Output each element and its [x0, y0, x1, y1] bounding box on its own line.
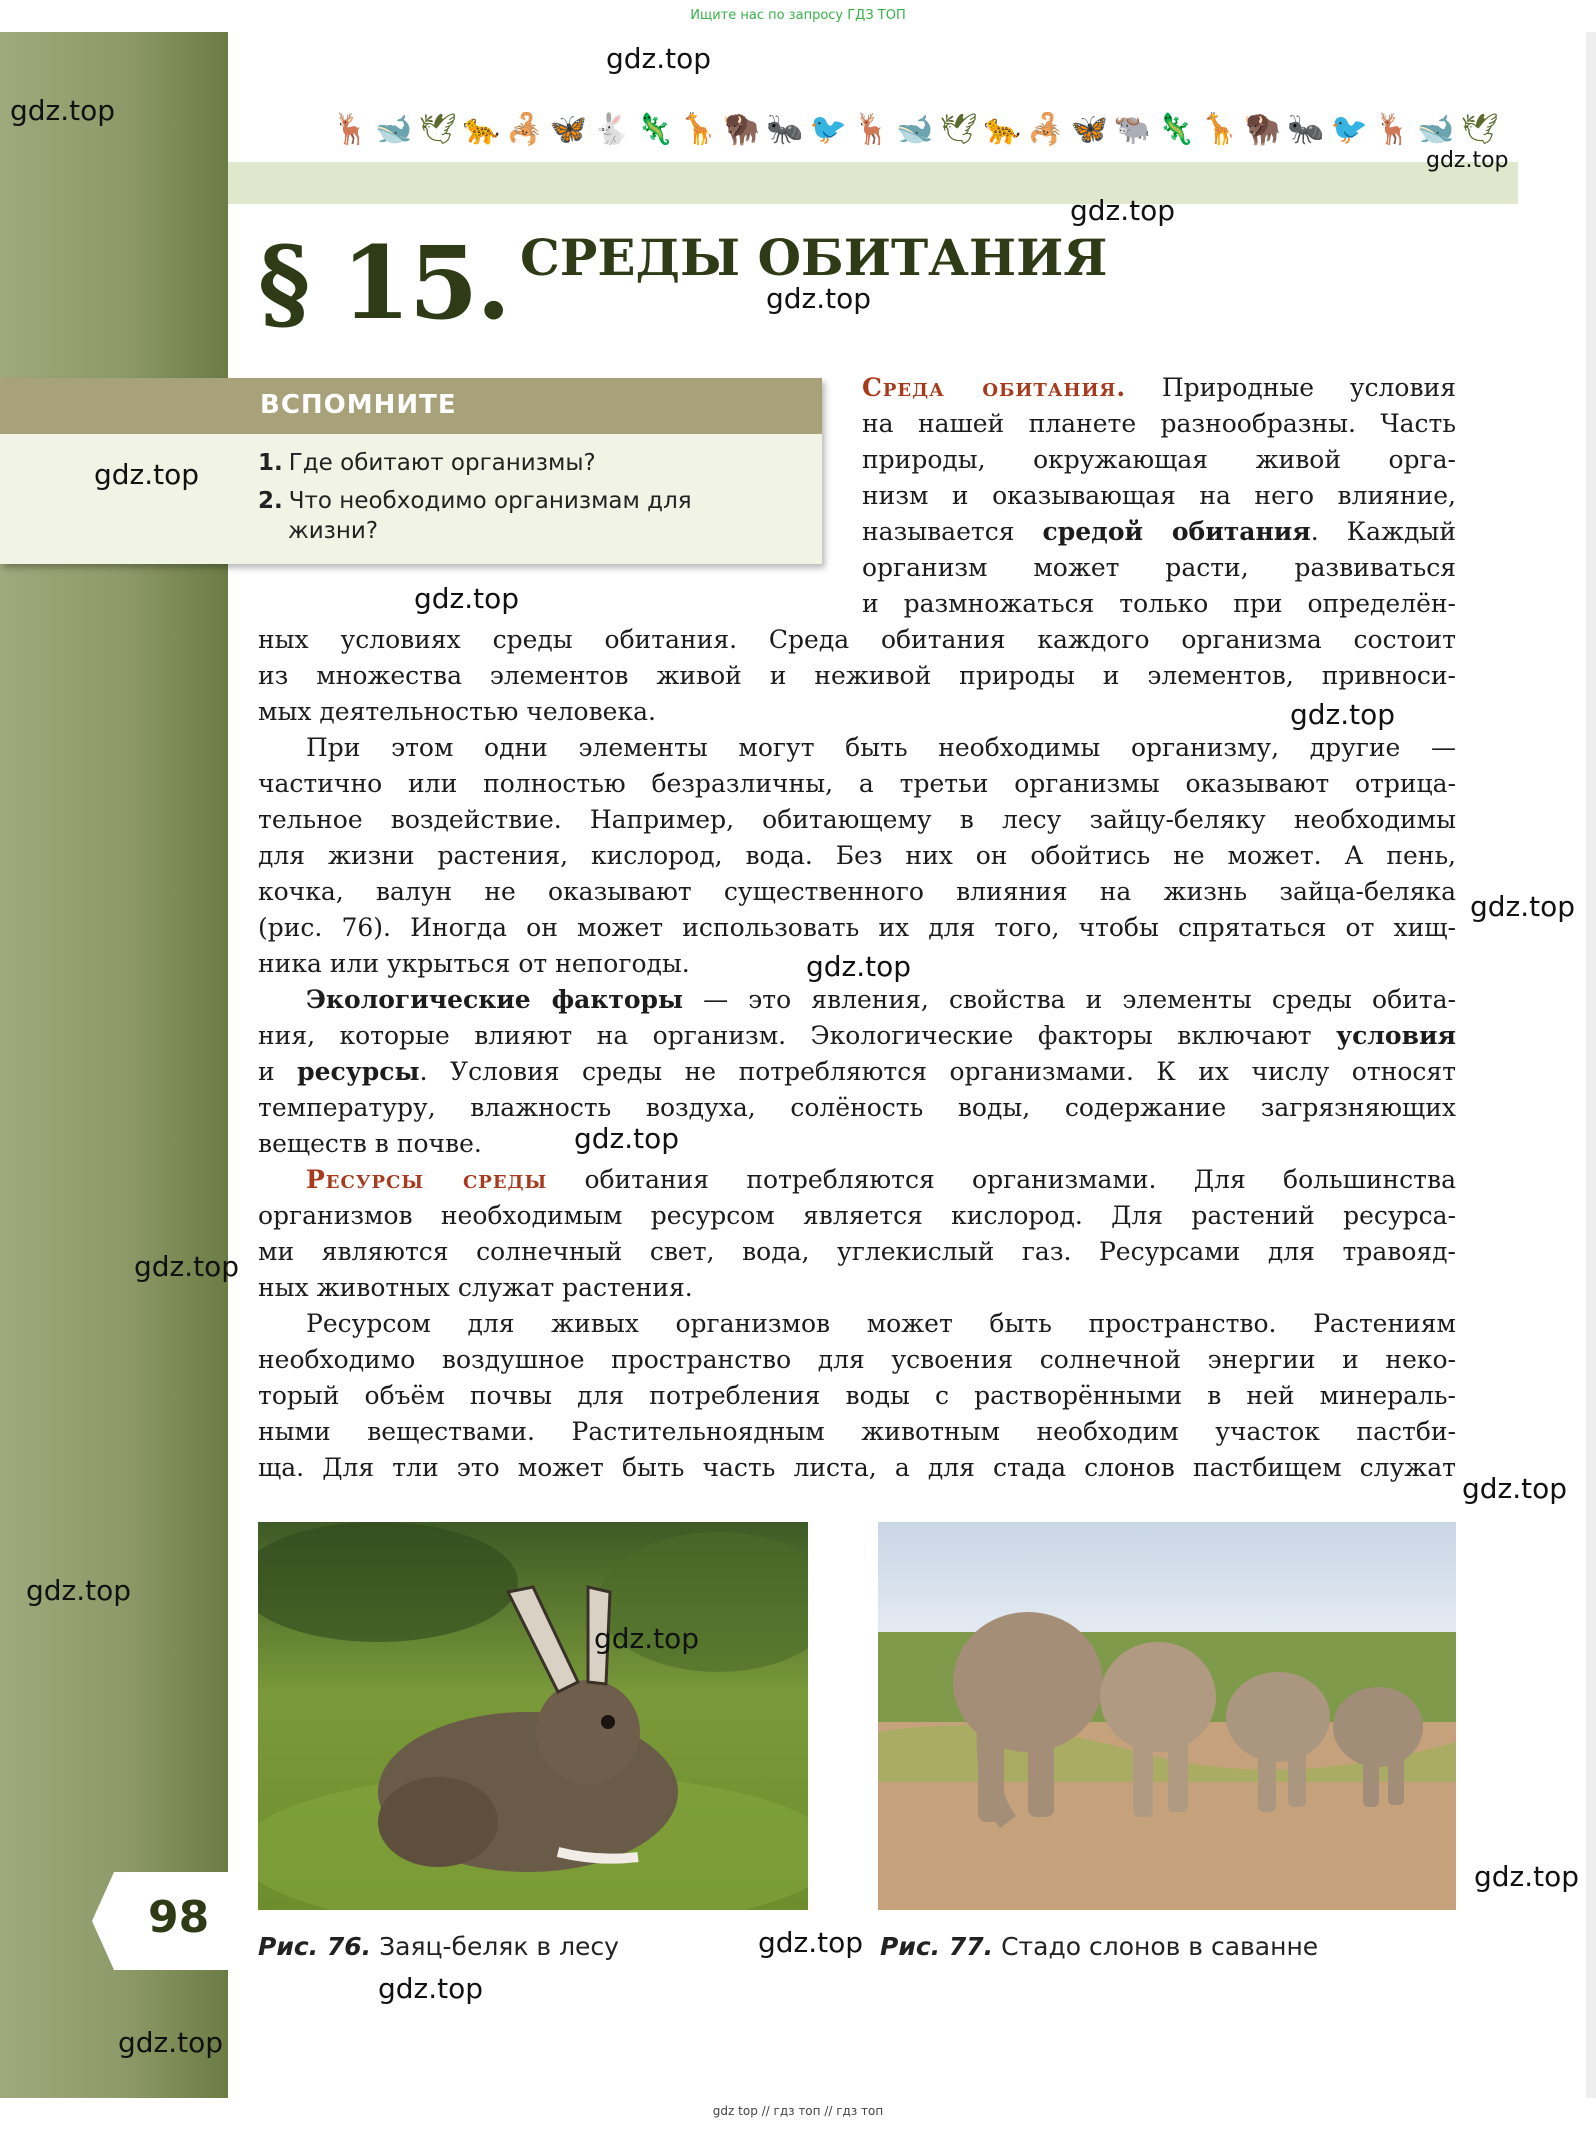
left-sidebar-band [0, 32, 228, 2098]
watermark: gdz.top [594, 1622, 700, 1655]
text-fragment: — это явления, свойства и элементы среды обита- [683, 985, 1456, 1014]
text-fragment: . Каждый [1310, 517, 1456, 546]
text-line: организмов необходимым ресурсом является кислород. Для растений ресурса- [258, 1201, 1456, 1230]
page-title: СРЕДЫ ОБИТАНИЯ [520, 228, 1108, 287]
text-line: частично или полностью безразличны, а третьи организмы оказывают отрица- [258, 769, 1456, 798]
text-line: ми являются солнечный свет, вода, углекислый газ. Ресурсами для травояд- [258, 1237, 1456, 1266]
watermark: gdz.top [134, 1250, 240, 1283]
watermark: gdz.top [574, 1122, 680, 1155]
subheading-habitat: Среда обитания. [862, 373, 1127, 402]
text-line: ника или укрыться от непогоды. [258, 949, 690, 978]
right-page-edge [1586, 32, 1596, 2098]
question-text-cont: жизни? [288, 518, 379, 544]
paragraph-1-narrow [862, 370, 1456, 622]
text-line: Ресурсом для живых организмов может быть пространство. Растениям [306, 1309, 1456, 1338]
watermark: gdz.top [118, 2026, 224, 2059]
top-notice[interactable]: Ищите нас по запросу ГДЗ ТОП [690, 8, 906, 23]
watermark: gdz.top [1462, 1472, 1568, 1505]
watermark: gdz.top [766, 282, 872, 315]
text-line: необходимо воздушное пространство для усвоения солнечной энергии и неко- [258, 1345, 1456, 1374]
watermark: gdz.top [26, 1574, 132, 1607]
watermark: gdz.top [1470, 890, 1576, 923]
text-line: природы, окружающая живой орга- [862, 445, 1456, 474]
text-line [258, 1054, 1456, 1090]
text-line: тельное воздействие. Например, обитающему в лесу зайцу-беляку необходимы [258, 805, 1456, 834]
text-line: кочка, валун не оказывают существенного влияния на жизнь зайца-беляка [258, 877, 1456, 906]
remember-title: ВСПОМНИТЕ [260, 390, 457, 420]
elephants-illustration [878, 1522, 1456, 1910]
text-fragment: и [258, 1057, 298, 1086]
page-number: 98 [148, 1892, 210, 1943]
text-line: ных условиях среды обитания. Среда обитания каждого организма состоит [258, 625, 1456, 654]
text-line: мых деятельностью человека. [258, 697, 656, 726]
watermark: gdz.top [1290, 698, 1396, 731]
watermark: gdz.top [1474, 1860, 1580, 1893]
text-line: из множества элементов живой и неживой природы и элементов, привноси- [258, 661, 1456, 690]
figure-76-hare-photo [258, 1522, 808, 1910]
term-conditions: условия [1336, 1021, 1456, 1050]
text-line: и размножаться только при определён- [862, 589, 1456, 618]
text-line: торый объём почвы для потребления воды с растворёнными в ней минераль- [258, 1381, 1456, 1410]
question-text: Где обитают организмы? [288, 450, 596, 476]
text-line: Природные условия [1161, 373, 1456, 402]
section-number: § 15. [258, 224, 510, 342]
text-line: организм может расти, развиваться [862, 553, 1456, 582]
text-fragment: ния, которые влияют на организм. Экологические факторы включают [258, 1021, 1337, 1050]
watermark: gdz.top [378, 1972, 484, 2005]
text-line: ных животных служат растения. [258, 1273, 693, 1302]
text-line: ными веществами. Растительноядным животным необходим участок пастби- [258, 1417, 1456, 1446]
header-green-band [228, 162, 1518, 204]
remember-header [0, 378, 822, 434]
main-text-column [258, 622, 1456, 1486]
text-line [258, 982, 1456, 1018]
hare-illustration [258, 1522, 808, 1910]
text-fragment: называется [862, 517, 1043, 546]
term-ecological-factors: Экологические факторы [306, 985, 684, 1014]
watermark: gdz.top [806, 950, 912, 983]
text-line: температуру, влажность воздуха, солёность воды, содержание загрязняющих [258, 1093, 1456, 1122]
text-line: (рис. 76). Иногда он может использовать их для того, чтобы спрятаться от хищ- [258, 913, 1456, 942]
watermark: gdz.top [758, 1926, 864, 1959]
text-line: низм и оказывающая на него влияние, [862, 481, 1456, 510]
watermark: gdz.top [10, 94, 116, 127]
text-fragment: . Условия среды не потребляются организмами. К их числу относят [419, 1057, 1456, 1086]
caption-text: Заяц-беляк в лесу [371, 1932, 619, 1961]
figure-77-elephants-photo [878, 1522, 1456, 1910]
remember-question-1 [258, 448, 596, 478]
text-line: ща. Для тли это может быть часть листа, а для стада слонов пастбищем служат [258, 1453, 1456, 1482]
text-line [862, 514, 1456, 550]
text-fragment: обитания потребляются организмами. Для большинства [547, 1165, 1456, 1194]
figure-label: Рис. 77. [880, 1932, 994, 1961]
footer-notice: gdz top // гдз топ // гдз топ [712, 2104, 884, 2118]
question-text: Что необходимо организмам для [288, 488, 692, 514]
watermark: gdz.top [94, 458, 200, 491]
animal-silhouette-strip: 🦌🐋🕊🐆🦂🦋🐇🦎🦒🦬🐜🐦🦌🐋🕊🐆🦂🦋🐃🦎🦒🦬🐜🐦🦌🐋🕊 [332, 112, 1505, 147]
text-line: на нашей планете разнообразны. Часть [862, 409, 1456, 438]
figure-label: Рис. 76. [258, 1932, 372, 1961]
watermark: gdz.top [606, 42, 712, 75]
term-resources: ресурсы [297, 1057, 420, 1086]
watermark: gdz.top [1070, 194, 1176, 227]
text-line: для жизни растения, кислород, вода. Без них он обойтись не может. А пень, [258, 841, 1456, 870]
question-number: 2. [258, 488, 283, 514]
text-line: При этом одни элементы могут быть необходимы организму, другие — [306, 733, 1456, 762]
figure-77-caption [880, 1932, 1318, 1961]
text-line: веществ в почве. [258, 1129, 482, 1158]
caption-text: Стадо слонов в саванне [993, 1932, 1319, 1961]
term-habitat: средой обитания [1042, 517, 1311, 546]
text-line [258, 1162, 1456, 1198]
watermark: gdz.top [414, 582, 520, 615]
subheading-resources: Ресурсы среды [306, 1165, 548, 1194]
text-line [258, 1018, 1456, 1054]
question-number: 1. [258, 450, 283, 476]
remember-question-2 [258, 486, 692, 546]
figure-76-caption [258, 1932, 619, 1961]
watermark: gdz.top [1426, 148, 1509, 173]
